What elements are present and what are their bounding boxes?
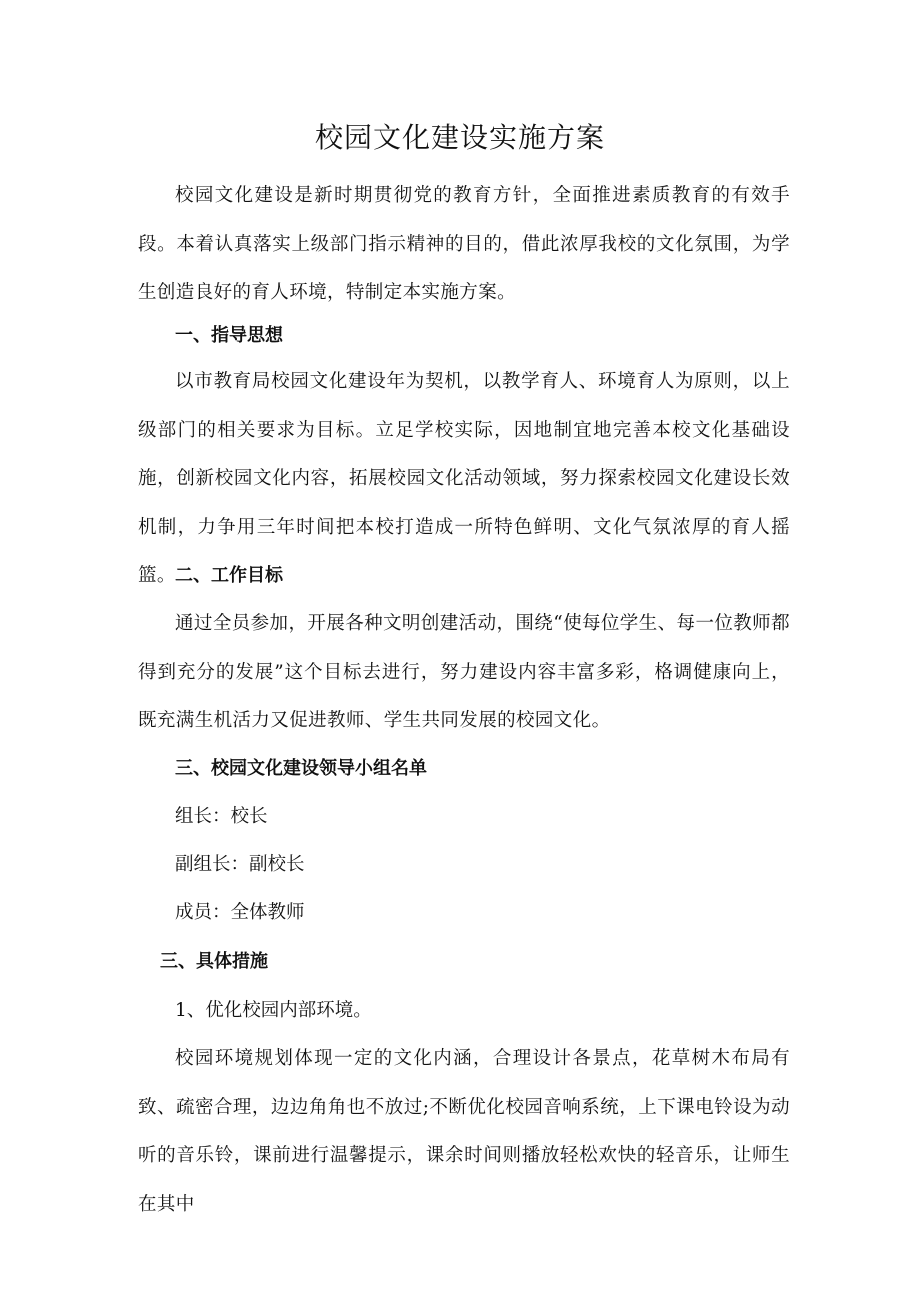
section-body-specific-measures: 校园环境规划体现一定的文化内涵，合理设计各景点，花草树木布局有致、疏密合理，边边角角也不放过;不断优化校园音响系统，上下课电铃设为动听的音乐铃，课前进行温馨提示，课余时间则播放轻松欢快的轻音乐，让师生在其中 [138, 1048, 790, 1215]
member-leader: 组长：校长 [175, 806, 268, 827]
subsection-heading-optimize-environment: 1、优化校园内部环境。 [175, 1000, 372, 1021]
section-body-guiding-thought: 以市教育局校园文化建设年为契机，以教学育人、环境育人为原则，以上级部门的相关要求为目标。立足学校实际，因地制宜地完善本校文化基础设施，创新校园文化内容，拓展校园文化活动领域，努力探索校园文化建设长效机制，力争用三年时间把本校打造成一所特色鲜明、文化气氛浓厚的育人摇篮。 [138, 371, 790, 586]
intro-paragraph: 校园文化建设是新时期贯彻党的教育方针，全面推进素质教育的有效手段。本着认真落实上级部门指示精神的目的，借此浓厚我校的文化氛围，为学生创造良好的育人环境，特制定本实施方案。 [138, 185, 790, 303]
section-heading-work-goals: 二、工作目标 [175, 565, 283, 586]
section-heading-leadership-group: 三、校园文化建设领导小组名单 [175, 758, 427, 779]
section-body-work-goals: 通过全员参加，开展各种文明创建活动，围绕“使每位学生、每一位教师都得到充分的发展”这个目标去进行，努力建设内容丰富多彩，格调健康向上，既充满生机活力又促进教师、学生共同发展的校园文化。 [138, 613, 790, 731]
member-members: 成员：全体教师 [175, 902, 305, 923]
section-heading-specific-measures: 三、具体措施 [160, 951, 268, 972]
section-heading-guiding-thought: 一、指导思想 [175, 325, 283, 346]
member-deputy-leader: 副组长：副校长 [175, 854, 305, 875]
document-title: 校园文化建设实施方案 [314, 121, 605, 154]
